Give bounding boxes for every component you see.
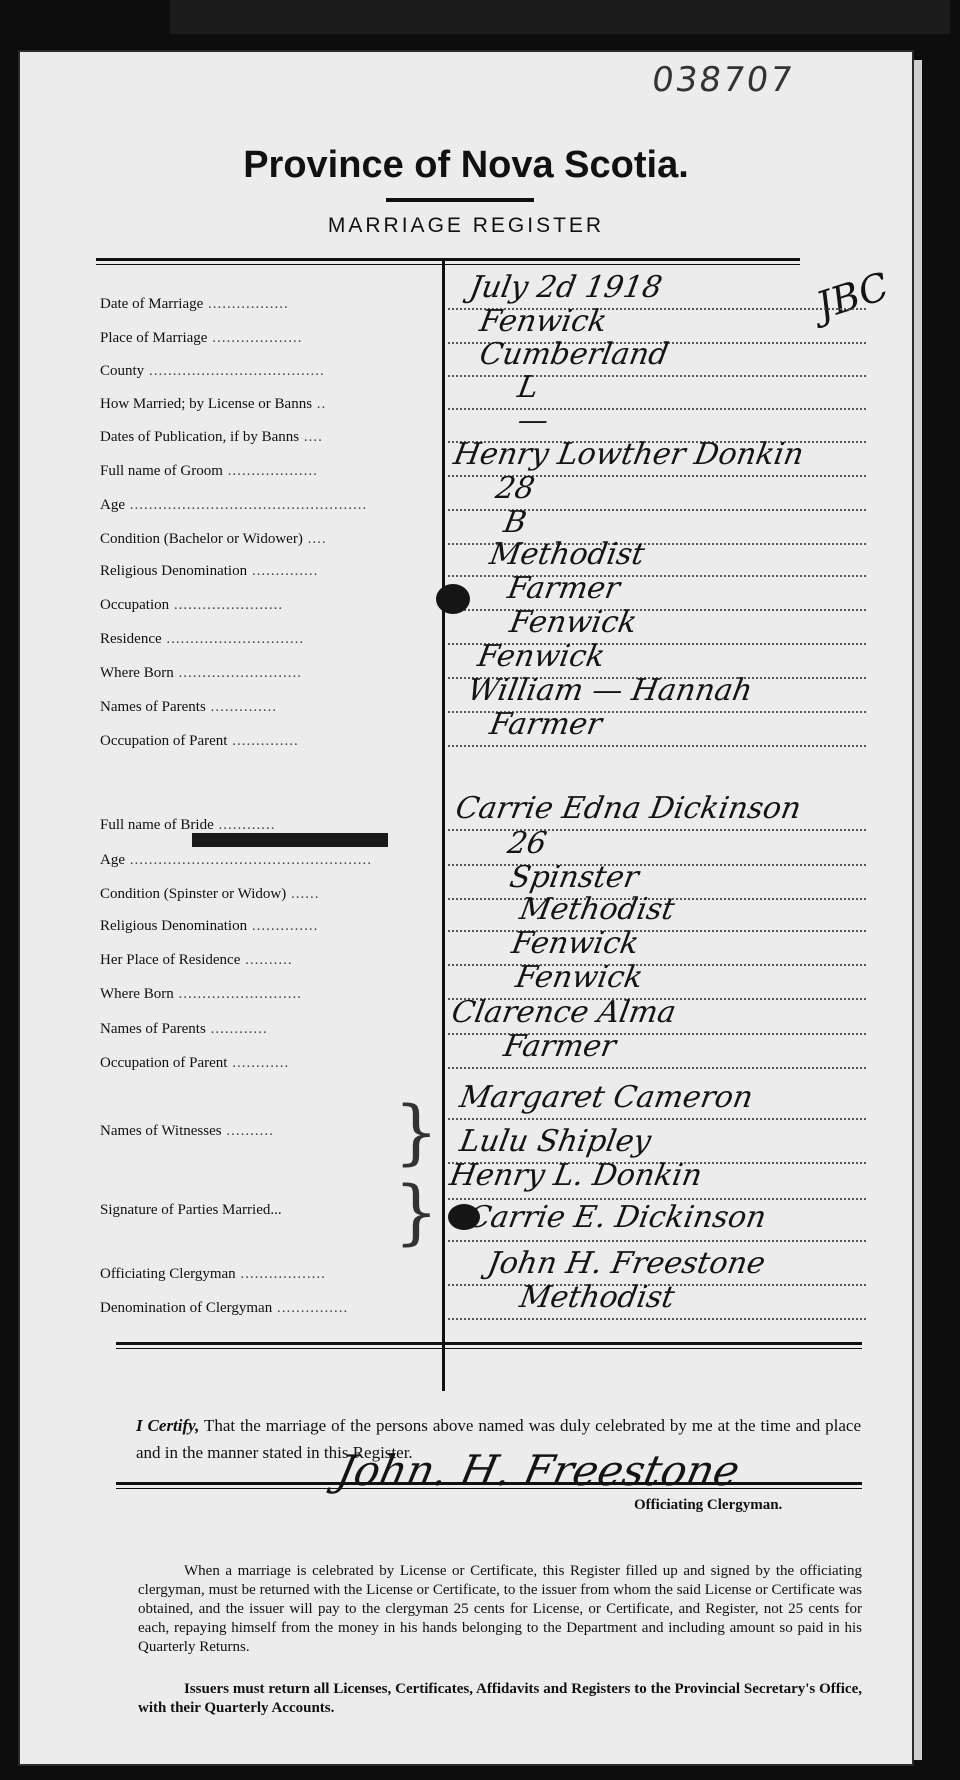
field-value: Fenwick (506, 605, 640, 640)
page-title: Province of Nova Scotia. (243, 144, 689, 186)
clergyman-role: Officiating Clergyman. (634, 1497, 783, 1513)
notice-paragraph: When a marriage is celebrated by License or Certificate, this Register filled up and signed by the officiating clergyman, must be returned with the License or Certificate, to the issuer from whom the said License or Certificate was obtained, and the issuer will pay to the clergyman 25 cents for License, or Certificate, and Register, not 25 cents for each, repaying himself from the money in his hands belonging to the Department and including amount so paid in his Quarterly Returns. (138, 1563, 862, 1655)
clergy-denomination-label: Denomination of Clergyman ............... (100, 1300, 349, 1316)
witness-2-value: Lulu Shipley (456, 1124, 654, 1159)
dotted-line (448, 1240, 866, 1242)
field-label-text: Names of Parents (100, 699, 206, 715)
field-label-text: Her Place of Residence (100, 952, 241, 968)
field-label-text: Full name of Groom (100, 463, 223, 479)
field-label: Age ................................................... (100, 852, 372, 868)
field-label-text: Date of Marriage (100, 296, 204, 312)
field-label: Age .................................................. (100, 497, 368, 513)
field-value: July 2d 1918 (466, 270, 665, 305)
field-label-text: Age (100, 497, 125, 513)
dotted-line (448, 745, 866, 747)
registrar-initials: JBC (810, 263, 894, 329)
field-label: Where Born .......................... (100, 665, 302, 681)
field-label-text: County (100, 363, 145, 379)
page-subtitle: MARRIAGE REGISTER (327, 214, 605, 237)
dotted-line (448, 930, 866, 932)
field-label-text: Condition (Bachelor or Widower) (100, 531, 303, 547)
dotted-line (448, 864, 866, 866)
field-label: Dates of Publication, if by Banns .... (100, 429, 323, 445)
field-label-text: Occupation of Parent (100, 733, 228, 749)
bride-signature: Carrie E. Dickinson (464, 1200, 769, 1235)
field-label: Her Place of Residence .......... (100, 952, 293, 968)
field-value: Spinster (506, 860, 642, 895)
field-value: Fenwick (476, 304, 610, 339)
field-value: Methodist (486, 537, 648, 572)
parties-brace: } (394, 1171, 439, 1253)
field-label: Place of Marriage ................... (100, 330, 303, 346)
column-divider (442, 258, 445, 1391)
officiating-clergyman-label: Officiating Clergyman .................. (100, 1266, 326, 1282)
bride-section-bar (192, 833, 388, 847)
field-label: Occupation ....................... (100, 597, 284, 613)
field-label: Names of Parents ............ (100, 1021, 268, 1037)
field-value: Farmer (486, 707, 605, 742)
groom-signature: Henry L. Donkin (446, 1158, 705, 1193)
certification-heading: I Certify, (136, 1416, 200, 1435)
section-rule (116, 1342, 862, 1345)
field-label-text: Where Born (100, 986, 174, 1002)
field-label-text: Religious Denomination (100, 918, 248, 934)
dotted-line (448, 375, 866, 377)
field-label-text: Occupation of Parent (100, 1055, 228, 1071)
field-label: Condition (Spinster or Widow) ...... (100, 886, 320, 902)
title-underline (386, 198, 534, 202)
field-label: How Married; by License or Banns .. (100, 396, 327, 412)
field-label: Date of Marriage ................. (100, 296, 289, 312)
field-label-text: Names of Parents (100, 1021, 206, 1037)
field-label-text: Place of Marriage (100, 330, 208, 346)
parties-label: Signature of Parties Married... (100, 1202, 282, 1218)
field-value: Henry Lowther Donkin (450, 437, 807, 472)
register-form (20, 52, 912, 1764)
field-label: County ..................................... (100, 363, 325, 379)
field-label-text: Occupation (100, 597, 170, 613)
field-label: Full name of Bride ............ (100, 817, 276, 833)
field-label-text: Religious Denomination (100, 563, 248, 579)
field-label: Names of Parents .............. (100, 699, 278, 715)
field-value: Farmer (500, 1029, 619, 1064)
field-label: Occupation of Parent .............. (100, 733, 299, 749)
notice-rule (116, 1482, 862, 1485)
dotted-line (448, 609, 866, 611)
dotted-line (448, 1118, 866, 1120)
issuers-notice: Issuers must return all Licenses, Certificates, Affidavits and Registers to the Provincial Secretary's Office, with their Quarterly Accounts. (138, 1681, 862, 1716)
witness-brace: } (394, 1091, 439, 1173)
clergyman-signature: John. H. Freestone (332, 1446, 745, 1495)
field-value: Farmer (504, 571, 623, 606)
field-label-text: How Married; by License or Banns (100, 396, 313, 412)
header-rule (96, 258, 800, 261)
field-label: Religious Denomination .............. (100, 918, 319, 934)
field-value: William — Hannah (464, 673, 756, 708)
field-label-text: Dates of Publication, if by Banns (100, 429, 300, 445)
field-label-text: Age (100, 852, 125, 868)
field-value: Clarence Alma (448, 995, 679, 1030)
field-value: L (514, 370, 542, 405)
field-label: Residence ............................. (100, 631, 305, 647)
field-label-text: Residence (100, 631, 162, 647)
reference-number: 038707 (649, 60, 797, 100)
field-value: Fenwick (512, 960, 646, 995)
field-label-text: Where Born (100, 665, 174, 681)
field-label-text: Condition (Spinster or Widow) (100, 886, 287, 902)
field-value: — (514, 403, 552, 438)
field-value: 26 (504, 826, 550, 861)
witness-1-value: Margaret Cameron (456, 1080, 756, 1115)
paper-edge (912, 60, 922, 1760)
field-label: Full name of Groom ................... (100, 463, 318, 479)
field-value: Methodist (516, 892, 678, 927)
dotted-line (448, 408, 866, 410)
field-label: Condition (Bachelor or Widower) .... (100, 531, 327, 547)
field-value: B (500, 505, 530, 540)
certification-body: That the marriage of the persons above named was duly celebrated by me at the time and place and in the manner stated in this Register. (136, 1416, 861, 1462)
field-value: Cumberland (476, 337, 672, 372)
field-value: Fenwick (474, 639, 608, 674)
field-label: Religious Denomination .............. (100, 563, 319, 579)
officiating-clergyman-value: John H. Freestone (484, 1246, 768, 1281)
witnesses-label: Names of Witnesses .......... (100, 1123, 274, 1139)
field-value: Fenwick (508, 926, 642, 961)
field-label: Occupation of Parent ............ (100, 1055, 290, 1071)
scan-top-band (170, 0, 950, 34)
dotted-line (448, 1318, 866, 1320)
field-label-text: Full name of Bride (100, 817, 214, 833)
field-value: Carrie Edna Dickinson (452, 791, 804, 826)
dotted-line (448, 964, 866, 966)
ink-blot (436, 584, 470, 614)
clergy-denomination-value: Methodist (516, 1280, 678, 1315)
dotted-line (448, 1067, 866, 1069)
field-label: Where Born .......................... (100, 986, 302, 1002)
field-value: 28 (492, 471, 538, 506)
